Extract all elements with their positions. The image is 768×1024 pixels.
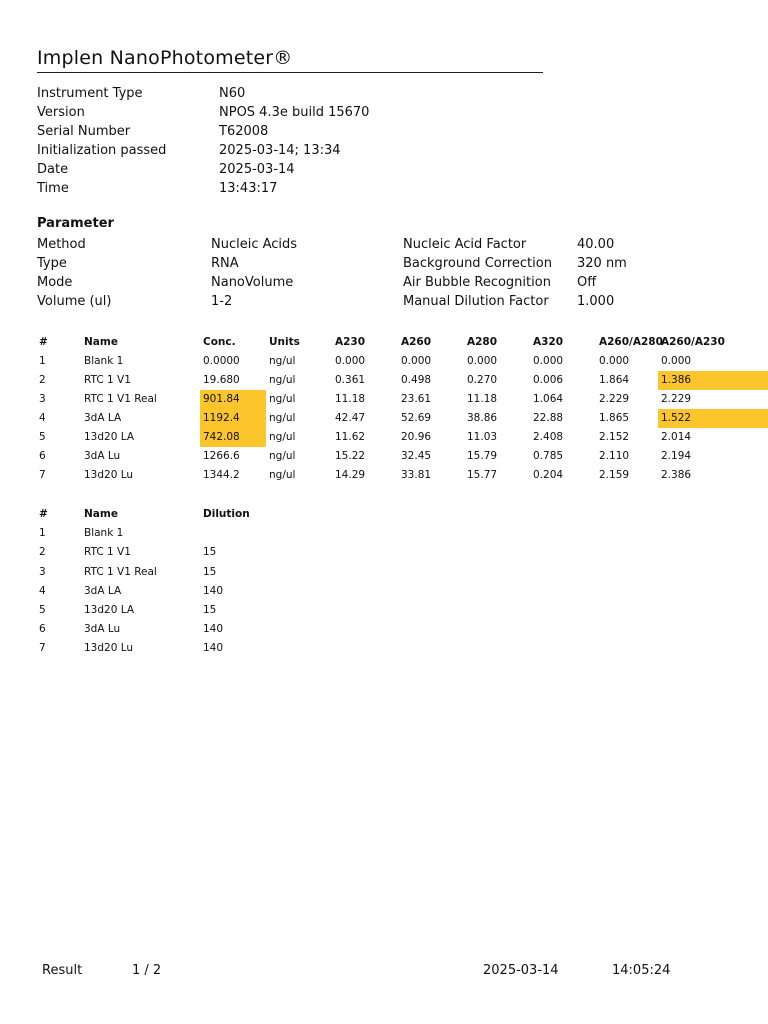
col-header-units: Units (269, 336, 300, 348)
parameter-key: Air Bubble Recognition (403, 275, 551, 290)
parameter-row (37, 235, 757, 254)
cell-conc: 1192.4 (200, 409, 266, 428)
cell-a320: 1.064 (533, 393, 564, 405)
table-row (0, 601, 768, 620)
cell-r1: 2.110 (599, 450, 630, 462)
cell-r2: 2.229 (661, 393, 692, 405)
cell-name: Blank 1 (84, 527, 124, 540)
cell-r1: 1.865 (599, 412, 630, 424)
cell-name: 13d20 Lu (84, 469, 134, 481)
cell-a260: 23.61 (401, 393, 432, 405)
cell-a260: 20.96 (401, 431, 432, 443)
cell-num: 7 (39, 469, 46, 481)
cell-units: ng/ul (269, 355, 296, 367)
cell-a280: 38.86 (467, 412, 498, 424)
cell-units: ng/ul (269, 374, 296, 386)
cell-num: 4 (39, 584, 46, 597)
cell-name: RTC 1 V1 Real (84, 393, 157, 405)
cell-units: ng/ul (269, 393, 296, 405)
col-header-a230: A230 (335, 336, 366, 348)
cell-name: 13d20 Lu (84, 642, 134, 655)
cell-r2: 1.386 (658, 371, 768, 390)
cell-num: 2 (39, 546, 46, 559)
info-key: Serial Number (37, 124, 131, 139)
cell-units: ng/ul (269, 431, 296, 443)
col-header-a320: A320 (533, 336, 564, 348)
table-row (0, 582, 768, 601)
results-header-row (0, 333, 768, 352)
table-row (0, 620, 768, 639)
cell-conc: 19.680 (203, 374, 240, 386)
cell-num: 5 (39, 604, 46, 616)
cell-r2: 2.386 (661, 469, 692, 481)
info-value: N60 (219, 86, 246, 101)
parameter-value: 1-2 (211, 294, 233, 309)
cell-dilution: 140 (203, 642, 224, 655)
cell-a320: 0.204 (533, 469, 564, 481)
parameter-heading: Parameter (37, 216, 114, 231)
info-value: NPOS 4.3e build 15670 (219, 105, 370, 120)
table-row (0, 352, 768, 371)
col-header-a280: A280 (467, 336, 498, 348)
cell-units: ng/ul (269, 469, 296, 481)
table-row (0, 524, 768, 543)
cell-a260: 52.69 (401, 412, 432, 424)
cell-a320: 2.408 (533, 431, 564, 443)
parameter-key: Background Correction (403, 256, 552, 271)
info-value: 2025-03-14 (219, 162, 295, 177)
cell-a230: 11.62 (335, 431, 366, 443)
cell-units: ng/ul (269, 412, 296, 424)
cell-r1: 2.152 (599, 431, 630, 443)
cell-a280: 0.000 (467, 355, 498, 367)
col-header-name: Name (84, 508, 118, 520)
report-title: Implen NanoPhotometer® (37, 47, 293, 69)
cell-r2: 1.522 (658, 409, 768, 428)
cell-r2: 2.194 (661, 450, 692, 462)
col-header-a260-a230: A260/A230 (661, 336, 725, 348)
cell-units: ng/ul (269, 450, 296, 462)
cell-a320: 0.000 (533, 355, 564, 367)
cell-r1: 0.000 (599, 355, 630, 367)
cell-name: RTC 1 V1 Real (84, 565, 157, 578)
cell-r2: 2.014 (661, 431, 692, 443)
parameter-key: Manual Dilution Factor (403, 294, 549, 309)
footer-time: 14:05:24 (612, 963, 671, 978)
cell-a230: 14.29 (335, 469, 366, 481)
cell-num: 1 (39, 527, 46, 540)
info-key: Initialization passed (37, 143, 167, 158)
col-header-name: Name (84, 336, 118, 348)
cell-a230: 42.47 (335, 412, 366, 424)
cell-dilution: 15 (203, 546, 217, 559)
cell-a230: 0.361 (335, 374, 366, 386)
cell-name: 3dA Lu (84, 623, 121, 636)
cell-name: 13d20 LA (84, 604, 134, 616)
cell-a260: 0.498 (401, 374, 432, 386)
cell-r2: 0.000 (661, 355, 692, 367)
table-row (0, 390, 768, 409)
cell-num: 3 (39, 393, 46, 405)
cell-a280: 15.79 (467, 450, 498, 462)
cell-dilution: 140 (203, 623, 224, 636)
cell-name: 3dA Lu (84, 450, 121, 462)
cell-a280: 0.270 (467, 374, 498, 386)
cell-name: 3dA LA (84, 584, 122, 597)
parameter-value: 1.000 (577, 294, 615, 309)
parameter-key: Volume (ul) (37, 294, 112, 309)
parameter-value: 40.00 (577, 237, 615, 252)
table-row (0, 447, 768, 466)
cell-name: 13d20 LA (84, 431, 134, 443)
cell-a230: 0.000 (335, 355, 366, 367)
cell-conc: 1266.6 (203, 450, 240, 462)
info-value: 13:43:17 (219, 181, 278, 196)
cell-name: 3dA LA (84, 412, 122, 424)
col-header-a260-a280: A260/A280 (599, 336, 663, 348)
parameter-key: Mode (37, 275, 73, 290)
col-header-dilution: Dilution (203, 508, 250, 520)
cell-a260: 32.45 (401, 450, 432, 462)
table-row (0, 409, 768, 428)
cell-a280: 11.03 (467, 431, 498, 443)
col-header-a260: A260 (401, 336, 432, 348)
cell-name: RTC 1 V1 (84, 546, 131, 559)
parameter-key: Type (37, 256, 67, 271)
cell-num: 5 (39, 431, 46, 443)
info-key: Version (37, 105, 85, 120)
table-row (0, 543, 768, 562)
cell-conc: 0.0000 (203, 355, 240, 367)
cell-num: 1 (39, 355, 46, 367)
title-underline (37, 72, 543, 73)
cell-a260: 33.81 (401, 469, 432, 481)
cell-conc: 742.08 (200, 428, 266, 447)
col-header-conc: Conc. (203, 336, 236, 348)
parameter-value: Off (577, 275, 597, 290)
cell-conc: 901.84 (200, 390, 266, 409)
cell-num: 3 (39, 565, 46, 578)
cell-num: 2 (39, 374, 46, 386)
cell-a320: 0.785 (533, 450, 564, 462)
info-key: Time (37, 181, 69, 196)
cell-r1: 1.864 (599, 374, 630, 386)
col-header-num: # (39, 336, 48, 348)
table-row (0, 428, 768, 447)
cell-num: 6 (39, 623, 46, 636)
parameter-row (37, 254, 757, 273)
cell-r1: 2.229 (599, 393, 630, 405)
footer-label: Result (42, 963, 83, 978)
footer-date: 2025-03-14 (483, 963, 559, 978)
info-value: T62008 (219, 124, 269, 139)
cell-dilution: 15 (203, 565, 217, 578)
cell-dilution: 15 (203, 604, 217, 616)
cell-num: 6 (39, 450, 46, 462)
cell-a230: 11.18 (335, 393, 366, 405)
cell-a280: 11.18 (467, 393, 498, 405)
footer-page-number: 1 / 2 (132, 963, 162, 978)
parameter-key: Method (37, 237, 86, 252)
parameter-row (37, 273, 757, 292)
parameter-value: 320 nm (577, 256, 627, 271)
col-header-num: # (39, 508, 48, 520)
table-row (0, 466, 768, 485)
cell-a320: 22.88 (533, 412, 564, 424)
cell-a320: 0.006 (533, 374, 564, 386)
cell-name: Blank 1 (84, 355, 124, 367)
cell-name: RTC 1 V1 (84, 374, 131, 386)
table-row (0, 563, 768, 582)
cell-num: 7 (39, 642, 46, 655)
parameter-key: Nucleic Acid Factor (403, 237, 527, 252)
cell-dilution: 140 (203, 584, 224, 597)
dilution-header-row (0, 505, 768, 524)
info-key: Date (37, 162, 69, 177)
cell-a280: 15.77 (467, 469, 498, 481)
parameter-row (37, 292, 757, 311)
table-row (0, 639, 768, 658)
table-row (0, 371, 768, 390)
cell-a260: 0.000 (401, 355, 432, 367)
cell-r1: 2.159 (599, 469, 630, 481)
info-key: Instrument Type (37, 86, 143, 101)
cell-a230: 15.22 (335, 450, 366, 462)
cell-num: 4 (39, 412, 46, 424)
cell-conc: 1344.2 (203, 469, 240, 481)
parameter-value: NanoVolume (211, 275, 294, 290)
parameter-value: Nucleic Acids (211, 237, 298, 252)
parameter-value: RNA (211, 256, 239, 271)
info-value: 2025-03-14; 13:34 (219, 143, 341, 158)
